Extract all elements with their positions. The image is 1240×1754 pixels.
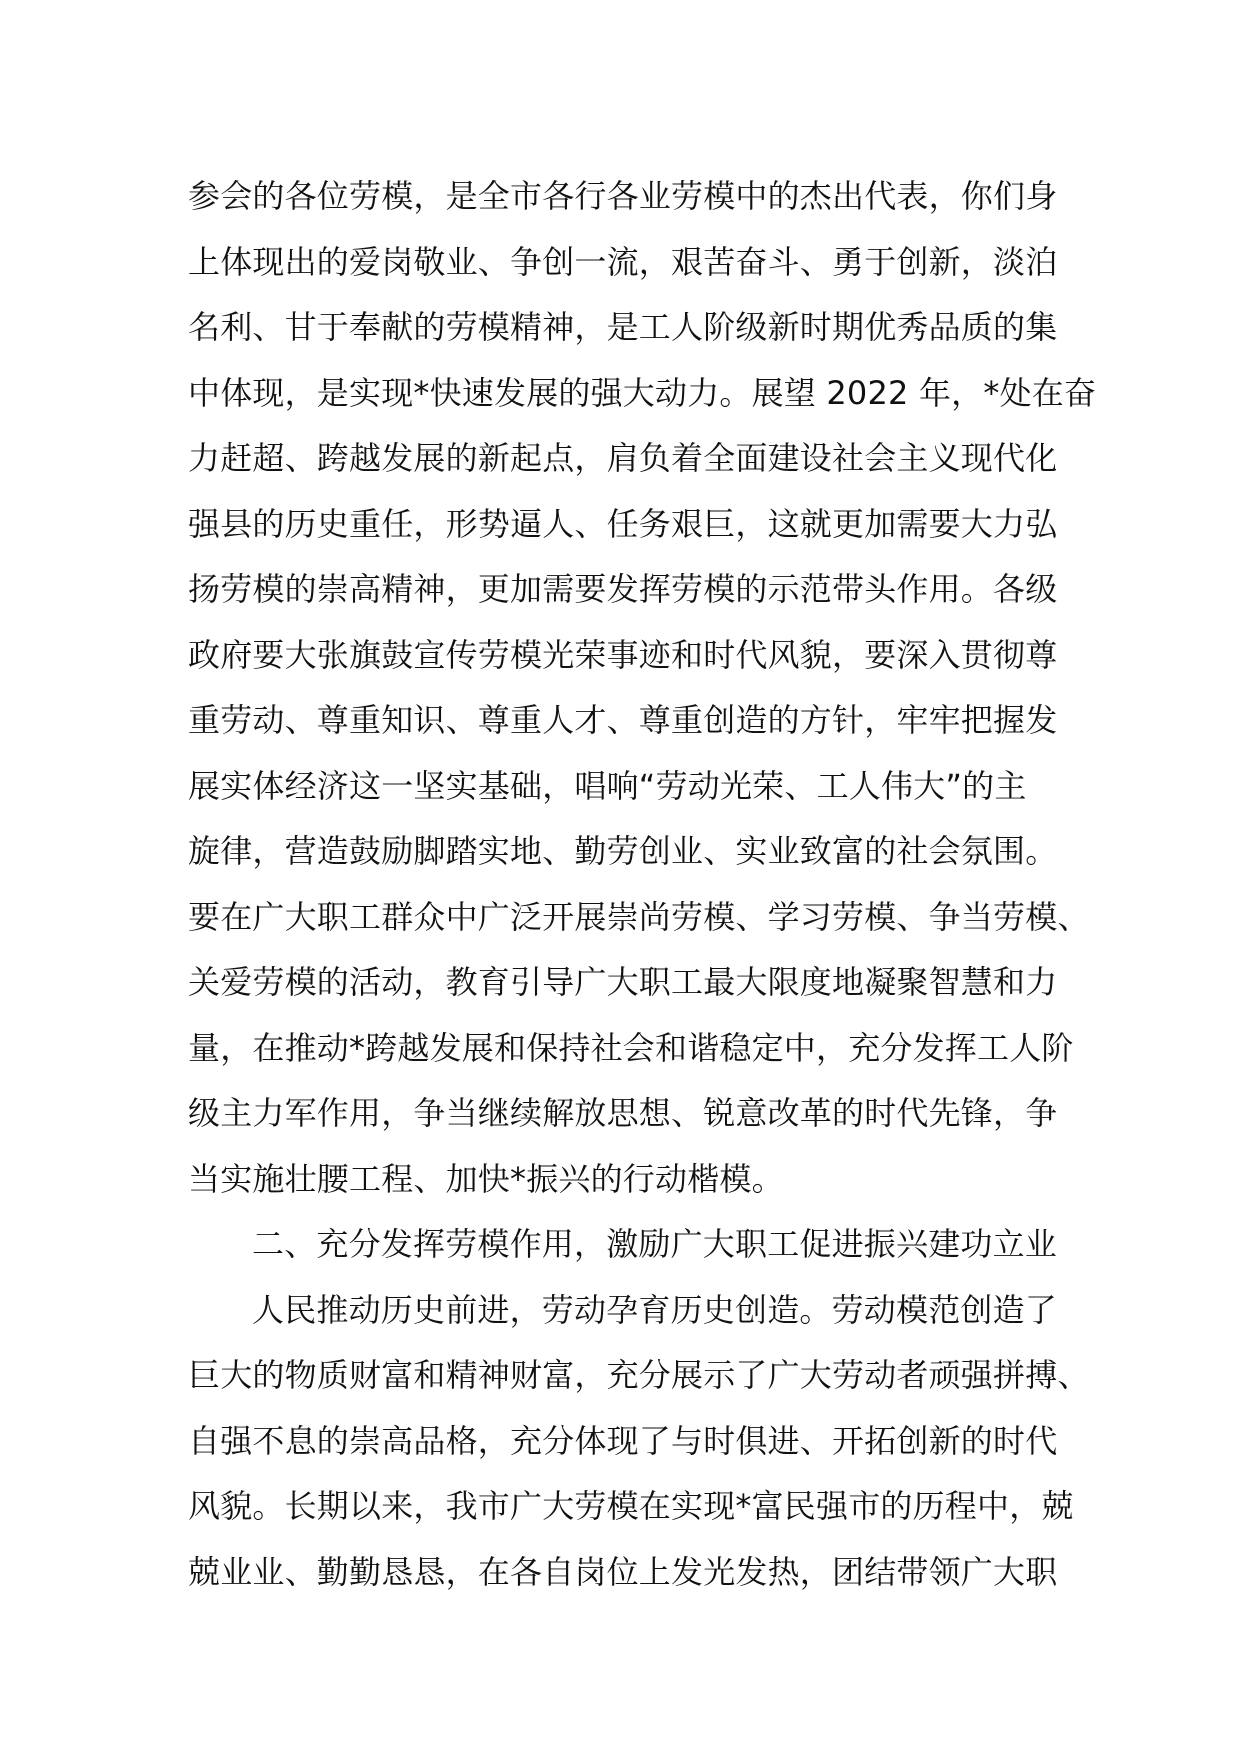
paragraph-line: 力赶超、跨越发展的新起点，肩负着全面建设社会主义现代化 [188, 439, 1058, 477]
paragraph-line: 巨大的物质财富和精神财富，充分展示了广大劳动者顽强拼搏、 [188, 1356, 1090, 1394]
paragraph-line: 当实施壮腰工程、加快*振兴的行动楷模。 [188, 1159, 784, 1198]
document-body [188, 164, 1097, 1605]
paragraph-line: 旋律，营造鼓励脚踏实地、勤劳创业、实业致富的社会氛围。 [188, 832, 1058, 870]
section-heading: 二、充分发挥劳模作用，激励广大职工促进振兴建功立业 [252, 1225, 1058, 1263]
paragraph-line: 要在广大职工群众中广泛开展崇尚劳模、学习劳模、争当劳模、 [188, 897, 1090, 936]
paragraph-line: 扬劳模的崇高精神，更加需要发挥劳模的示范带头作用。各级 [188, 570, 1058, 608]
paragraph-line: 参会的各位劳模，是全市各行各业劳模中的杰出代表，你们身 [188, 177, 1058, 215]
paragraph-line: 风貌。长期以来，我市广大劳模在实现*富民强市的历程中，兢 [188, 1487, 1074, 1525]
paragraph-line: 兢业业、勤勤恳恳，在各自岗位上发光发热，团结带领广大职 [188, 1552, 1058, 1591]
paragraph-line: 展实体经济这一坚实基础，唱响“劳动光荣、工人伟大”的主 [188, 766, 1027, 805]
paragraph-line: 政府要大张旗鼓宣传劳模光荣事迹和时代风貌，要深入贯彻尊 [188, 635, 1058, 674]
paragraph-line: 自强不息的崇高品格，充分体现了与时俱进、开拓创新的时代 [188, 1421, 1058, 1460]
paragraph-line: 量，在推动*跨越发展和保持社会和谐稳定中，充分发挥工人阶 [188, 1028, 1074, 1067]
paragraph-line: 上体现出的爱岗敬业、争创一流，艰苦奋斗、勇于创新，淡泊 [188, 242, 1058, 281]
paragraph-line: 中体现，是实现*快速发展的强大动力。展望 2022 年，*处在奋 [188, 373, 1097, 412]
paragraph-line: 重劳动、尊重知识、尊重人才、尊重创造的方针，牢牢把握发 [188, 701, 1058, 739]
paragraph-line: 名利、甘于奉献的劳模精神，是工人阶级新时期优秀品质的集 [188, 308, 1058, 346]
paragraph-line: 人民推动历史前进，劳动孕育历史创造。劳动模范创造了 [252, 1290, 1058, 1329]
paragraph-line: 强县的历史重任，形势逼人、任务艰巨，这就更加需要大力弘 [188, 504, 1058, 543]
paragraph-line: 关爱劳模的活动，教育引导广大职工最大限度地凝聚智慧和力 [188, 963, 1058, 1001]
paragraph-line: 级主力军作用，争当继续解放思想、锐意改革的时代先锋，争 [188, 1094, 1058, 1132]
